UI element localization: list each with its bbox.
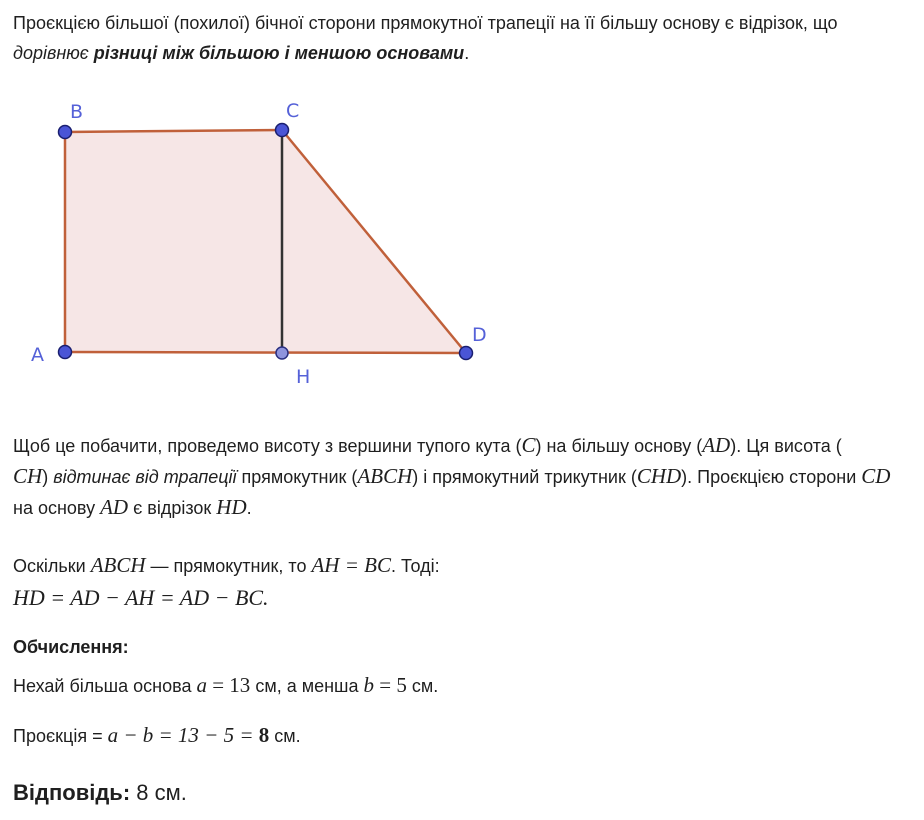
formula-line [13,583,913,613]
intro-text-2: дорівнює [13,43,94,63]
math-expression: a − b = 13 − 5 = [107,723,259,747]
math-var: ABCH [357,464,413,488]
math-var: a [196,673,207,697]
calc-line-2 [13,720,913,751]
explanation-text: на основу [13,498,101,518]
calc-text: Нехай більша основа [13,676,197,696]
answer-value: 8 см. [130,780,187,805]
since-paragraph [13,550,913,581]
since-text: . Тоді: [390,556,440,576]
calc-text: см. [269,726,301,746]
explanation-text: ). Ця висота ( [730,436,842,456]
math-var: HD [216,495,247,519]
trapezoid-diagram [0,95,560,405]
answer-line [13,778,913,808]
answer-label: Відповідь: [13,780,131,805]
explanation-paragraph [13,430,913,523]
math-var: CHD [636,464,682,488]
math-var: CD [861,464,891,488]
intro-text-1: Проєкцією більшої (похилої) бічної сторони прямокутної трапеції на її більшу основу є відрізок, що [13,13,838,33]
since-text: Оскільки [13,556,91,576]
math-var: AD [100,495,129,519]
math-var: CH [13,464,43,488]
math-value: = 5 [373,673,407,697]
explanation-text: ) і прямокутний трикутник ( [412,467,637,487]
label-h: H [296,366,311,388]
point-b [59,126,72,139]
result-value: 8 [258,723,270,747]
point-a [59,346,72,359]
side-da [65,352,466,353]
math-formula: HD = AD − AH = AD − BC. [13,585,269,610]
explanation-text: є відрізок [128,498,217,518]
explanation-italic: відтинає від трапеції [53,467,237,487]
math-value: = 13 [206,673,251,697]
math-var: C [521,433,536,457]
trapezoid-fill [65,130,466,353]
math-var: b [363,673,374,697]
explanation-text: прямокутник ( [236,467,358,487]
explanation-text: . [246,498,252,518]
calc-text: см, а менша [250,676,364,696]
intro-bold-text: різниці між більшою і меншою основами [93,43,465,63]
since-text: — прямокутник, то [145,556,312,576]
label-c: C [286,100,300,122]
explanation-text: ) [42,467,54,487]
math-expression: AH = BC [311,553,391,577]
point-d [460,347,473,360]
label-a: A [31,344,44,366]
math-var: AD [702,433,731,457]
point-h [276,347,288,359]
explanation-text: ) на більшу основу ( [535,436,703,456]
label-b: B [70,101,84,123]
calc-heading: Обчислення: [13,637,129,657]
point-c [276,124,289,137]
math-var: ABCH [90,553,146,577]
explanation-text: ). Проєкцією сторони [681,467,862,487]
intro-paragraph [13,8,913,68]
label-d: D [472,324,487,346]
calc-line-1 [13,670,913,701]
intro-end: . [464,43,470,63]
calc-text: Проєкція = [13,726,108,746]
explanation-text: Щоб це побачити, проведемо висоту з вершини тупого кута ( [13,436,522,456]
calc-text: см. [406,676,439,696]
